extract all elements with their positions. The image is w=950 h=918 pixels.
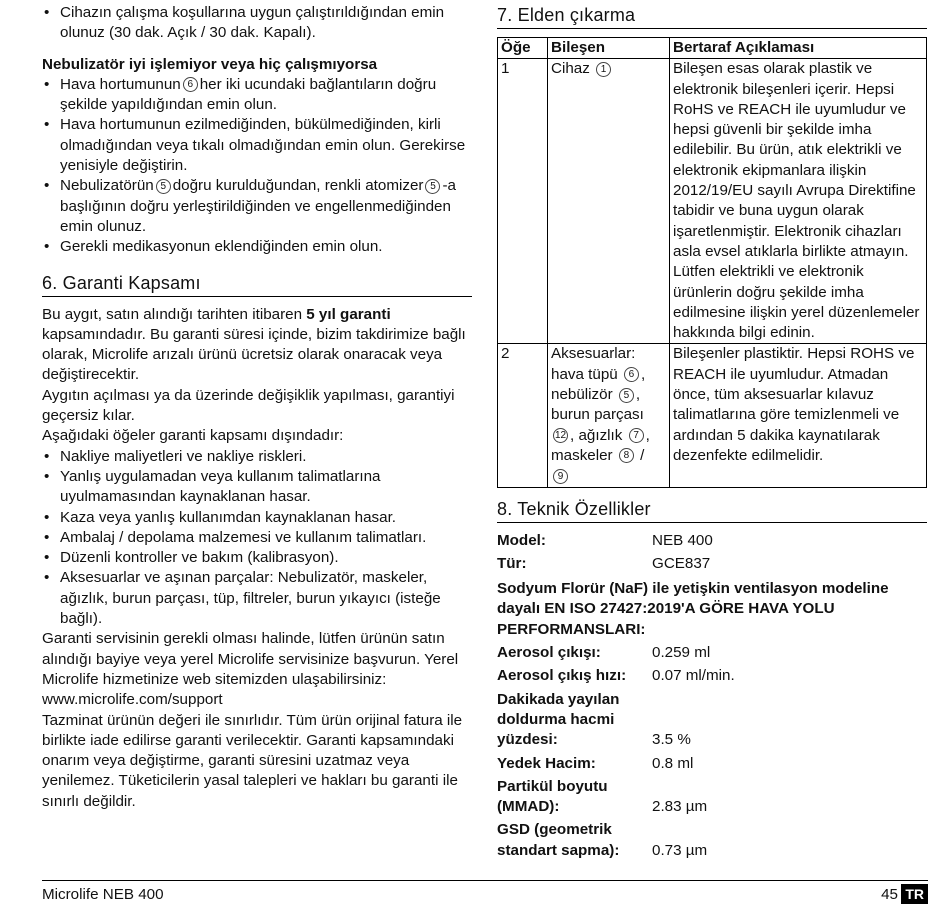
warranty-paragraph: Aygıtın açılması ya da üzerinde değişiklik yapılması, garantiyi geçersiz kılar.	[42, 386, 455, 425]
list-item: • Cihazın çalışma koşullarına uygun çalıştırıldığından emin olunuz (30 dak. Açık / 30 dak. Kapalı).	[42, 3, 472, 44]
text: burun parçası	[551, 406, 644, 424]
spec-key: Model:	[497, 531, 546, 549]
list-item: • Nakliye maliyetleri ve nakliye riskleri.	[42, 447, 472, 467]
support-url: www.microlife.com/support	[42, 691, 223, 709]
spec-key: Dakikada yayılan doldurma hacmi yüzdesi:	[497, 690, 620, 749]
column-header: Öğe	[498, 38, 548, 59]
table-cell: 2	[498, 344, 548, 487]
text: Bu aygıt, satın alındığı tarihten itibaren	[42, 305, 307, 323]
exclusion-list	[42, 447, 472, 630]
warranty-paragraph	[42, 305, 472, 386]
text: Hava hortumunun	[60, 75, 181, 93]
spec-value: 2.83 µm	[652, 798, 708, 816]
number-badge: 6	[183, 77, 198, 92]
table-row	[498, 59, 927, 344]
number-badge: 5	[619, 388, 634, 403]
text: ağızlık	[578, 426, 623, 444]
language-badge: TR	[901, 884, 928, 904]
text: nebülizör 5 ,	[551, 386, 641, 404]
text: -a başlığının doğru yerleştirildiğinden ve engellenmediğinden emin olunuz.	[60, 177, 456, 235]
footer-product: Microlife NEB 400	[42, 886, 164, 903]
text: hava tüpü	[551, 365, 618, 383]
spec-value: 0.07 ml/min.	[652, 667, 735, 685]
spec-value: 0.259 ml	[652, 644, 711, 662]
spec-key: Aerosol çıkışı:	[497, 644, 601, 662]
spec-key: Yedek Hacim:	[497, 754, 596, 772]
spec-value: 3.5 %	[652, 731, 691, 749]
spec-table	[497, 531, 927, 575]
table-cell	[548, 59, 670, 344]
column-header: Bileşen	[548, 38, 670, 59]
text: doğru kurulduğundan, renkli atomizer	[172, 177, 424, 195]
section-7-title: 7. Elden çıkarma	[497, 4, 927, 29]
table-cell: Bileşenler plastiktir. Hepsi ROHS ve REACH ile uyumludur. Atmadan önce, tüm aksesuarlar kılavuz talimatlarına göre temizlenmeli ve ardından 5 dakika kaynatılarak dezenfekte edilmelidir.	[670, 344, 927, 487]
list-item: • Gerekli medikasyonun eklendiğinden emin olun.	[42, 237, 472, 257]
list-item: • Yanlış uygulamadan veya kullanım talimatlarına uyulmamasından kaynaklanan hasar.	[42, 467, 472, 508]
bold-text: 5 yıl garanti	[306, 305, 391, 323]
section-6-title: 6. Garanti Kapsamı	[42, 272, 472, 297]
list-item: • Düzenli kontroller ve bakım (kalibrasyon).	[42, 548, 472, 568]
table-row	[497, 751, 927, 774]
spec-heading: Sodyum Florür (NaF) ile yetişkin ventilasyon modeline dayalı EN ISO 27427:2019'A GÖRE HAVA YOLU PERFORMANSLARI:	[497, 580, 889, 638]
number-badge: 8	[619, 448, 634, 463]
list-item: • Kaza veya yanlış kullanımdan kaynaklanan hasar.	[42, 508, 472, 528]
text: Cihaz	[551, 60, 590, 78]
spec-table	[497, 643, 927, 861]
left-column	[42, 3, 472, 812]
spec-key: Partikül boyutu (MMAD):	[497, 777, 608, 816]
nebulizer-heading: Nebulizatör iyi işlemiyor veya hiç çalışmıyorsa	[42, 55, 378, 73]
list-item: • Aksesuarlar ve aşınan parçalar: Nebulizatör, maskeler, ağızlık, burun parçası, tüp, filtreler, burun yıkayıcı (isteğe bağlı).	[42, 568, 472, 629]
table-row	[497, 687, 927, 751]
spec-value: GCE837	[652, 554, 711, 572]
table-row	[497, 643, 927, 663]
right-column	[497, 0, 927, 861]
list-item: • Hava hortumunun ezilmediğinden, bükülmediğinden, kirli olmadığından veya tıkalı olmadığından emin olun. Gerekirse yenisiyle değiştirin.	[42, 115, 472, 176]
number-badge: 9	[553, 469, 568, 484]
warranty-paragraph: Garanti servisinin gerekli olması halinde, lütfen ürünün satın alındığı bayiye veya yerel Microlife servisinize başvurun. Yerel Microlife hizmetinize web sitemizden ulaşabilirsiniz:	[42, 630, 459, 688]
page-number: 45	[881, 886, 898, 903]
list-item: • Ambalaj / depolama malzemesi ve kullanım talimatları.	[42, 528, 472, 548]
table-header-row	[498, 38, 927, 59]
table-row	[497, 663, 927, 686]
number-badge: 7	[629, 428, 644, 443]
spec-value: NEB 400	[652, 531, 713, 549]
warranty-paragraph: Tazminat ürünün değeri ile sınırlıdır. Tüm ürün orijinal fatura ile birlikte iade edilirse garanti verilecektir. Garanti kapsamındaki onarım veya değiştirme, garanti süresini uzatmaz veya yenilemez. Tüketicilerin yasal talepleri ve hakları bu garanti ile sınırlı değildir.	[42, 711, 463, 810]
text: Aksesuarlar:	[551, 345, 636, 363]
table-cell: Bileşen esas olarak plastik ve elektronik bileşenleri içerir. Hepsi RoHS ve REACH ile uyumludur ve hepsi güvenli bir şekilde imha edilebilir. Bu ürün, atık elektrikli ve elektronik ekipmanlara ilişkin 2012/19/EU sayılı Avrupa Direktifine tabidir ve buna uygun olarak işaretlenmiştir. Elektronik cihazları asla evsel atıklarla birlikte atmayın. Lütfen elektrikli ve elektronik ürünlerin doğru şekilde imha edilmesine ilişkin yerel düzenlemeler hakkında bilgi edinin.	[670, 59, 927, 344]
table-row	[497, 531, 927, 551]
list-item	[42, 75, 472, 116]
number-badge: 5	[156, 179, 171, 194]
page-footer	[42, 880, 928, 909]
spec-value: 0.8 ml	[652, 754, 694, 772]
text: nebülizör	[551, 386, 613, 404]
text: maskeler	[551, 446, 613, 464]
spec-key: GSD (geometrik standart sapma):	[497, 821, 620, 859]
table-row	[498, 344, 927, 487]
text: 12 , ağızlık 7 ,	[554, 426, 650, 444]
number-badge: 12	[554, 430, 567, 442]
list-item	[42, 176, 472, 237]
number-badge: 1	[596, 62, 611, 77]
number-badge: 6	[624, 367, 639, 382]
spec-key: Tür:	[497, 554, 527, 572]
spec-key: Aerosol çıkış hızı:	[497, 667, 627, 685]
text: Nebulizatörün	[60, 177, 154, 195]
text: kapsamındadır. Bu garanti süresi içinde, bizim takdirimize bağlı olarak, Microlife arızalı ürünü ücretsiz olarak onaracak veya değiştirecektir.	[42, 325, 466, 384]
spec-value: 0.73 µm	[652, 841, 708, 859]
table-cell: 1	[498, 59, 548, 344]
top-bullet-list	[42, 3, 472, 44]
number-badge: 5	[425, 179, 440, 194]
column-header: Bertaraf Açıklaması	[670, 38, 927, 59]
warranty-paragraph: Aşağıdaki öğeler garanti kapsamı dışındadır:	[42, 427, 344, 445]
table-row	[497, 817, 927, 861]
text: hava tüpü 6 ,	[551, 365, 646, 383]
disposal-table	[497, 37, 927, 488]
table-cell	[548, 344, 670, 487]
text: maskeler 8 / 9	[551, 446, 645, 482]
text: her iki ucundaki bağlantıların doğru şekilde yapıldığından emin olun.	[60, 75, 437, 114]
section-8-title: 8. Teknik Özellikler	[497, 498, 927, 523]
table-row	[497, 774, 927, 818]
nebulizer-list	[42, 75, 472, 258]
table-row	[497, 551, 927, 574]
